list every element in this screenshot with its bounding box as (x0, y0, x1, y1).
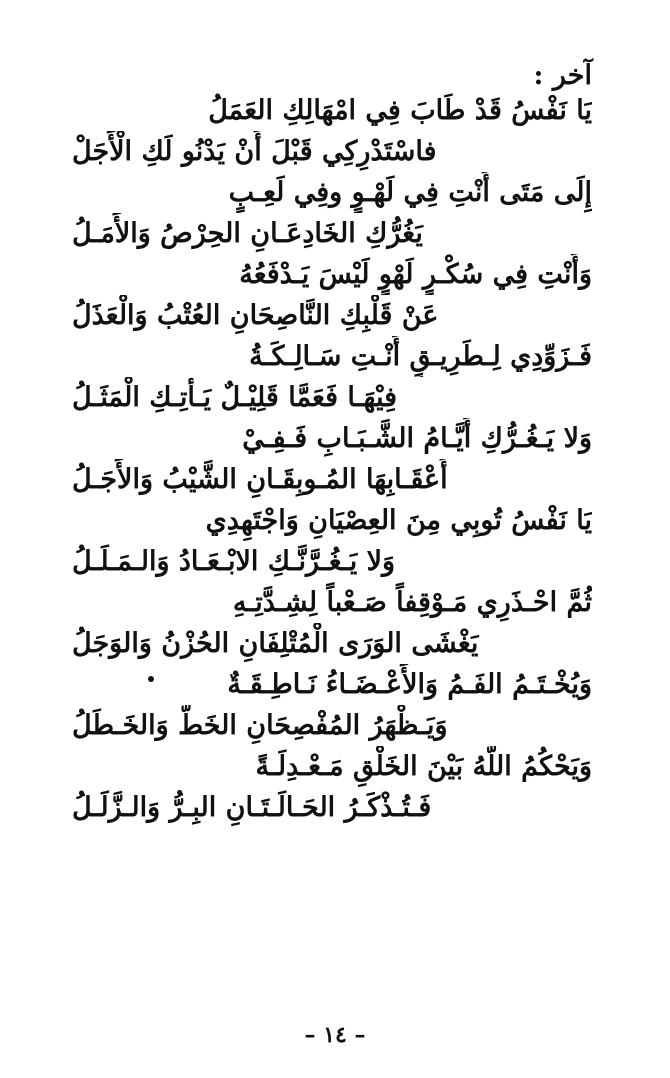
verse-line: يَا نَفْسُ قَدْ طَابَ فِي امْهَالِكِ العَمَلُ (208, 95, 592, 126)
verse-line: وَلا يَـغُـرَّنَّـكِ الابْـعَـادُ وَالـمَـلَـلُ (72, 546, 396, 577)
verse-line: وَيَـظْهَرُ المُفْصِحَانِ الخَطُّ وَالخَـطَلُ (72, 710, 448, 741)
verse-line: يَغُرُّكِ الخَادِعَـانِ الحِرْصُ وَالأَمَـلُ (72, 218, 423, 249)
verse-line: وَلا يَـغُـرُّكِ أَيَّـامُ الشَّـبَـابِ فَـفِـيْ (242, 423, 592, 454)
verse-line: وَيَحْكُمُ اللّهُ بَيْنَ الخَلْقِ مَـعْـدِلَـةً (255, 751, 592, 782)
verse-line: أَعْقَـابِهَا المُـوبِقَـانِ الشَّيْبُ وَالأَجَـلُ (72, 464, 448, 495)
verse-line: فَـتُـذْكَـرُ الحَـالَـتَـانِ البِـرُّ وَالـزَّلَـلُ (72, 792, 432, 823)
verse-line: عَنْ قَلْبِكِ النَّاصِحَانِ العُتْبُ وَالْعَذَلُ (72, 300, 439, 331)
verse-line: يَغْشَى الوَرَى الْمُتْلِفَانِ الحُزْنُ وَالوَجَلُ (72, 628, 479, 659)
verse-line: وَيُخْـتَـمُ الفَـمُ وَالأَعْـضَـاءُ نَـاطِـقَـةٌ (227, 669, 592, 700)
page-number: – ١٤ – (304, 1022, 366, 1048)
poem-heading: آخر : (533, 60, 592, 91)
verse-line: فَـزَوِّدِي لِـطَرِيـقٍ أَنْـتِ سَـالِـكَـةُ (249, 341, 592, 372)
verse-line: فاسْتَدْرِكِي قَبْلَ أَنْ يَدْنُو لَكِ الْأَجَلْ (72, 136, 437, 167)
ink-dot (148, 676, 154, 682)
verse-line: وَأَنْتِ فِي سُكْـرٍ لَهْوٍ لَيْسَ يَـدْفَعُهُ (239, 259, 592, 290)
verse-line: ثُمَّ احْـذَرِي مَـوْقِفاً صَـعْباً لِشِـدَّتِـهِ (232, 587, 592, 618)
poem-body (72, 90, 592, 828)
verse-line: إِلَى مَتَى أَنْتِ فِي لَهْـوٍ وفِي لَعِـبٍ (228, 177, 592, 208)
verse-line: فِيْهَـا فَعَمَّا قَلِيْـلٌ يَـأْتِـكِ الْمَثَـلُ (72, 382, 398, 413)
verse-line: يَا نَفْسُ تُوبِي مِنَ العِصْيَانِ وَاجْتَهِدِي (205, 505, 592, 536)
